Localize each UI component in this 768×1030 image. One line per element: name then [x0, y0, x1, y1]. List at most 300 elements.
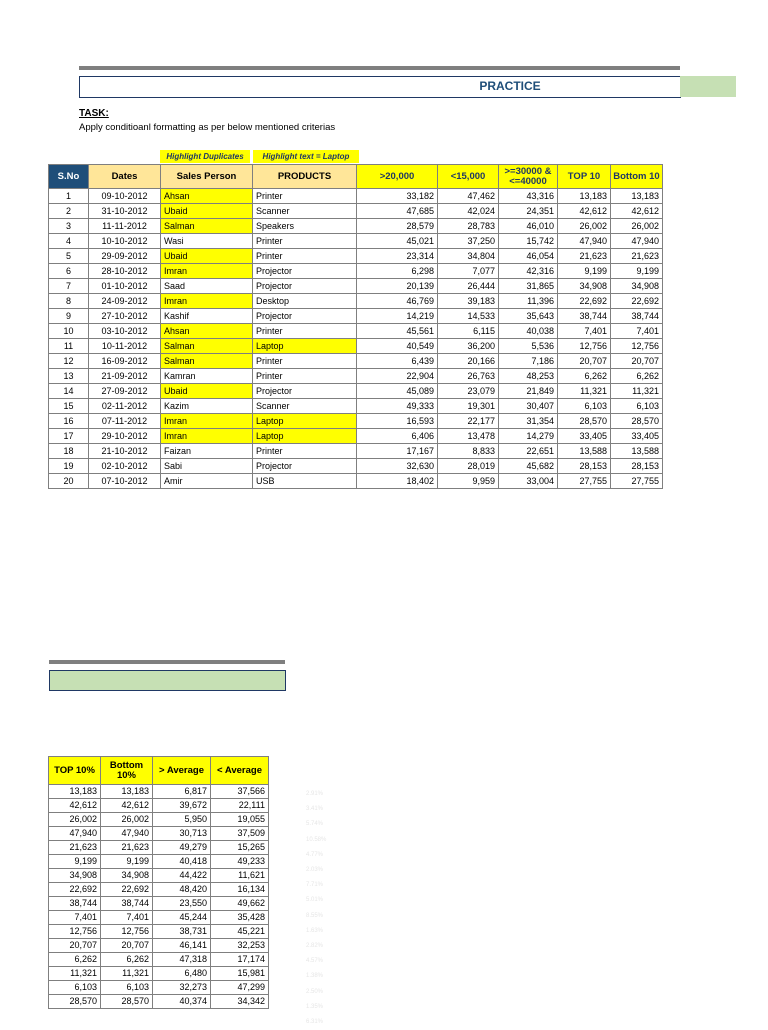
cell-above-average[interactable]: 49,279: [153, 841, 211, 855]
cell-top-10[interactable]: 47,940: [558, 234, 611, 249]
cell-sno[interactable]: 3: [49, 219, 89, 234]
faint-percent: 4.77%: [306, 851, 324, 858]
cell-top-10[interactable]: 28,570: [558, 414, 611, 429]
table-header-row: [49, 165, 663, 189]
percent-table: [48, 756, 269, 1009]
cell-bottom-10-percent[interactable]: 12,756: [101, 925, 153, 939]
cell-lt-15000[interactable]: 13,478: [438, 429, 499, 444]
cell-sno[interactable]: 6: [49, 264, 89, 279]
cell-top-10-percent[interactable]: 26,002: [49, 813, 101, 827]
cell-lt-15000[interactable]: 39,183: [438, 294, 499, 309]
cell-top-10[interactable]: 22,692: [558, 294, 611, 309]
cell-top-10[interactable]: 42,612: [558, 204, 611, 219]
cell-top-10-percent[interactable]: 38,744: [49, 897, 101, 911]
table-row: [49, 897, 269, 911]
table-row: [49, 981, 269, 995]
cell-gt-20000[interactable]: 6,298: [357, 264, 438, 279]
cell-product[interactable]: Printer: [253, 369, 357, 384]
cell-top-10[interactable]: 33,405: [558, 429, 611, 444]
cell-bottom-10-percent[interactable]: 7,401: [101, 911, 153, 925]
cell-below-average[interactable]: 49,233: [211, 855, 269, 869]
cell-sno[interactable]: 5: [49, 249, 89, 264]
cell-bottom-10-percent[interactable]: 47,940: [101, 827, 153, 841]
cell-above-average[interactable]: 40,418: [153, 855, 211, 869]
col-top-10-percent[interactable]: TOP 10%: [49, 757, 101, 785]
cell-below-average[interactable]: 37,509: [211, 827, 269, 841]
cell-bottom-10[interactable]: 11,321: [611, 384, 663, 399]
cell-top-10[interactable]: 28,153: [558, 459, 611, 474]
cell-sales-person[interactable]: Imran: [161, 264, 253, 279]
cell-gt-20000[interactable]: 23,314: [357, 249, 438, 264]
cell-range[interactable]: 46,010: [499, 219, 558, 234]
cell-lt-15000[interactable]: 19,301: [438, 399, 499, 414]
cell-range[interactable]: 15,742: [499, 234, 558, 249]
table-row: [49, 444, 663, 459]
cell-sales-person[interactable]: Ahsan: [161, 324, 253, 339]
cell-bottom-10[interactable]: 6,103: [611, 399, 663, 414]
cell-gt-20000[interactable]: 17,167: [357, 444, 438, 459]
cell-top-10[interactable]: 11,321: [558, 384, 611, 399]
cell-bottom-10-percent[interactable]: 21,623: [101, 841, 153, 855]
cell-date[interactable]: 29-09-2012: [89, 249, 161, 264]
cell-date[interactable]: 01-10-2012: [89, 279, 161, 294]
cell-bottom-10[interactable]: 7,401: [611, 324, 663, 339]
cell-range[interactable]: 48,253: [499, 369, 558, 384]
table-row: [49, 785, 269, 799]
cell-top-10[interactable]: 13,588: [558, 444, 611, 459]
cell-bottom-10-percent[interactable]: 28,570: [101, 995, 153, 1009]
faint-percent: 5.74%: [306, 821, 324, 828]
cell-sales-person[interactable]: Imran: [161, 414, 253, 429]
cell-above-average[interactable]: 39,672: [153, 799, 211, 813]
cell-sales-person[interactable]: Salman: [161, 339, 253, 354]
cell-gt-20000[interactable]: 32,630: [357, 459, 438, 474]
cell-top-10-percent[interactable]: 28,570: [49, 995, 101, 1009]
cell-sno[interactable]: 19: [49, 459, 89, 474]
cell-top-10-percent[interactable]: 21,623: [49, 841, 101, 855]
cell-top-10-percent[interactable]: 6,103: [49, 981, 101, 995]
cell-date[interactable]: 07-11-2012: [89, 414, 161, 429]
second-band: [49, 670, 286, 691]
cell-range[interactable]: 21,849: [499, 384, 558, 399]
cell-date[interactable]: 28-10-2012: [89, 264, 161, 279]
cell-product[interactable]: Desktop: [253, 294, 357, 309]
cell-sales-person[interactable]: Sabi: [161, 459, 253, 474]
cell-sno[interactable]: 11: [49, 339, 89, 354]
cell-product[interactable]: Printer: [253, 324, 357, 339]
table-row: [49, 219, 663, 234]
cell-top-10[interactable]: 6,262: [558, 369, 611, 384]
cell-above-average[interactable]: 6,817: [153, 785, 211, 799]
cell-above-average[interactable]: 23,550: [153, 897, 211, 911]
cell-lt-15000[interactable]: 8,833: [438, 444, 499, 459]
cell-gt-20000[interactable]: 14,219: [357, 309, 438, 324]
cell-lt-15000[interactable]: 28,783: [438, 219, 499, 234]
cell-sno[interactable]: 15: [49, 399, 89, 414]
cell-date[interactable]: 10-11-2012: [89, 339, 161, 354]
cell-lt-15000[interactable]: 9,959: [438, 474, 499, 489]
cell-product[interactable]: Projector: [253, 309, 357, 324]
table-row: [49, 911, 269, 925]
cell-below-average[interactable]: 47,299: [211, 981, 269, 995]
cell-below-average[interactable]: 37,566: [211, 785, 269, 799]
cell-above-average[interactable]: 30,713: [153, 827, 211, 841]
cell-sales-person[interactable]: Salman: [161, 219, 253, 234]
cell-sales-person[interactable]: Wasi: [161, 234, 253, 249]
cell-product[interactable]: Projector: [253, 384, 357, 399]
cell-bottom-10-percent[interactable]: 34,908: [101, 869, 153, 883]
cell-range[interactable]: 40,038: [499, 324, 558, 339]
cell-sno[interactable]: 13: [49, 369, 89, 384]
cell-bottom-10-percent[interactable]: 11,321: [101, 967, 153, 981]
cell-sales-person[interactable]: Imran: [161, 294, 253, 309]
cell-above-average[interactable]: 40,374: [153, 995, 211, 1009]
cell-range[interactable]: 45,682: [499, 459, 558, 474]
cell-gt-20000[interactable]: 6,406: [357, 429, 438, 444]
cell-top-10-percent[interactable]: 12,756: [49, 925, 101, 939]
cell-sales-person[interactable]: Kamran: [161, 369, 253, 384]
cell-range[interactable]: 31,354: [499, 414, 558, 429]
cell-bottom-10-percent[interactable]: 42,612: [101, 799, 153, 813]
cell-bottom-10[interactable]: 34,908: [611, 279, 663, 294]
cell-range[interactable]: 43,316: [499, 189, 558, 204]
col-products[interactable]: PRODUCTS: [253, 165, 357, 189]
cell-lt-15000[interactable]: 36,200: [438, 339, 499, 354]
cell-range[interactable]: 42,316: [499, 264, 558, 279]
faint-percent: 2.82%: [306, 943, 324, 949]
table-row: [49, 279, 663, 294]
cell-above-average[interactable]: 32,273: [153, 981, 211, 995]
cell-product[interactable]: Printer: [253, 354, 357, 369]
table-row: [49, 459, 663, 474]
cell-top-10[interactable]: 12,756: [558, 339, 611, 354]
cell-top-10[interactable]: 6,103: [558, 399, 611, 414]
cell-lt-15000[interactable]: 26,763: [438, 369, 499, 384]
faint-percent: 1.38%: [306, 973, 324, 980]
cell-date[interactable]: 11-11-2012: [89, 219, 161, 234]
col-bottom-10[interactable]: Bottom 10: [611, 165, 663, 189]
table-row: [49, 399, 663, 414]
cell-sales-person[interactable]: Saad: [161, 279, 253, 294]
cell-gt-20000[interactable]: 28,579: [357, 219, 438, 234]
cell-date[interactable]: 27-10-2012: [89, 309, 161, 324]
cell-sno[interactable]: 9: [49, 309, 89, 324]
cell-product[interactable]: Projector: [253, 459, 357, 474]
cell-top-10-percent[interactable]: 34,908: [49, 869, 101, 883]
table-row: [49, 799, 269, 813]
cell-lt-15000[interactable]: 42,024: [438, 204, 499, 219]
cell-sno[interactable]: 14: [49, 384, 89, 399]
cell-lt-15000[interactable]: 28,019: [438, 459, 499, 474]
cell-range[interactable]: 30,407: [499, 399, 558, 414]
cell-date[interactable]: 29-10-2012: [89, 429, 161, 444]
cell-gt-20000[interactable]: 46,769: [357, 294, 438, 309]
table-row: [49, 354, 663, 369]
cell-top-10-percent[interactable]: 22,692: [49, 883, 101, 897]
cell-product[interactable]: Printer: [253, 444, 357, 459]
cell-bottom-10[interactable]: 13,183: [611, 189, 663, 204]
cell-date[interactable]: 09-10-2012: [89, 189, 161, 204]
cell-below-average[interactable]: 35,428: [211, 911, 269, 925]
cell-top-10-percent[interactable]: 20,707: [49, 939, 101, 953]
cell-above-average[interactable]: 48,420: [153, 883, 211, 897]
cell-below-average[interactable]: 49,662: [211, 897, 269, 911]
cell-sno[interactable]: 16: [49, 414, 89, 429]
cell-sales-person[interactable]: Ahsan: [161, 189, 253, 204]
cell-top-10[interactable]: 20,707: [558, 354, 611, 369]
cell-sales-person[interactable]: Ubaid: [161, 384, 253, 399]
cell-sno[interactable]: 2: [49, 204, 89, 219]
cell-bottom-10[interactable]: 38,744: [611, 309, 663, 324]
table-row: [49, 429, 663, 444]
title-band: [79, 76, 681, 98]
cell-above-average[interactable]: 44,422: [153, 869, 211, 883]
table-row: [49, 813, 269, 827]
cell-range[interactable]: 24,351: [499, 204, 558, 219]
col-sno[interactable]: S.No: [49, 165, 89, 189]
cell-range[interactable]: 22,651: [499, 444, 558, 459]
cell-date[interactable]: 27-09-2012: [89, 384, 161, 399]
cell-gt-20000[interactable]: 45,089: [357, 384, 438, 399]
cell-below-average[interactable]: 45,221: [211, 925, 269, 939]
cell-bottom-10[interactable]: 27,755: [611, 474, 663, 489]
col-range[interactable]: >=30000 & <=40000: [499, 165, 558, 189]
table-row: [49, 939, 269, 953]
table-row: [49, 339, 663, 354]
cell-top-10[interactable]: 26,002: [558, 219, 611, 234]
table-row: [49, 967, 269, 981]
cell-above-average[interactable]: 46,141: [153, 939, 211, 953]
col-top-10[interactable]: TOP 10: [558, 165, 611, 189]
cell-below-average[interactable]: 17,174: [211, 953, 269, 967]
cell-bottom-10[interactable]: 28,153: [611, 459, 663, 474]
cell-range[interactable]: 35,643: [499, 309, 558, 324]
cell-sno[interactable]: 10: [49, 324, 89, 339]
hint-laptop: Highlight text = Laptop: [253, 150, 359, 163]
cell-range[interactable]: 7,186: [499, 354, 558, 369]
cell-below-average[interactable]: 22,111: [211, 799, 269, 813]
cell-below-average[interactable]: 16,134: [211, 883, 269, 897]
cell-range[interactable]: 33,004: [499, 474, 558, 489]
cell-top-10[interactable]: 13,183: [558, 189, 611, 204]
cell-bottom-10-percent[interactable]: 6,103: [101, 981, 153, 995]
cell-lt-15000[interactable]: 6,115: [438, 324, 499, 339]
cell-above-average[interactable]: 6,480: [153, 967, 211, 981]
cell-product[interactable]: Scanner: [253, 204, 357, 219]
col-lt-15000[interactable]: <15,000: [438, 165, 499, 189]
faint-percent: 10.58%: [306, 836, 327, 843]
cell-product[interactable]: Laptop: [253, 339, 357, 354]
cell-bottom-10[interactable]: 22,692: [611, 294, 663, 309]
cell-bottom-10-percent[interactable]: 26,002: [101, 813, 153, 827]
cell-product[interactable]: Laptop: [253, 429, 357, 444]
cell-gt-20000[interactable]: 47,685: [357, 204, 438, 219]
cell-product[interactable]: Printer: [253, 234, 357, 249]
cell-gt-20000[interactable]: 22,904: [357, 369, 438, 384]
cell-gt-20000[interactable]: 40,549: [357, 339, 438, 354]
cell-date[interactable]: 16-09-2012: [89, 354, 161, 369]
cell-top-10-percent[interactable]: 6,262: [49, 953, 101, 967]
cell-sno[interactable]: 12: [49, 354, 89, 369]
cell-gt-20000[interactable]: 6,439: [357, 354, 438, 369]
cell-top-10-percent[interactable]: 9,199: [49, 855, 101, 869]
cell-date[interactable]: 10-10-2012: [89, 234, 161, 249]
cell-date[interactable]: 31-10-2012: [89, 204, 161, 219]
cell-sno[interactable]: 7: [49, 279, 89, 294]
faint-percent: 1.35%: [306, 1003, 324, 1010]
cell-sno[interactable]: 18: [49, 444, 89, 459]
cell-bottom-10[interactable]: 33,405: [611, 429, 663, 444]
cell-top-10-percent[interactable]: 7,401: [49, 911, 101, 925]
table-row: [49, 869, 269, 883]
cell-date[interactable]: 21-09-2012: [89, 369, 161, 384]
col-dates[interactable]: Dates: [89, 165, 161, 189]
faint-percent: 8.55%: [306, 912, 324, 919]
cell-gt-20000[interactable]: 45,561: [357, 324, 438, 339]
cell-top-10[interactable]: 27,755: [558, 474, 611, 489]
cell-bottom-10[interactable]: 13,588: [611, 444, 663, 459]
cell-sales-person[interactable]: Faizan: [161, 444, 253, 459]
cell-date[interactable]: 24-09-2012: [89, 294, 161, 309]
table-row: [49, 309, 663, 324]
col-bottom-10-percent[interactable]: Bottom 10%: [101, 757, 153, 785]
cell-range[interactable]: 31,865: [499, 279, 558, 294]
cell-sales-person[interactable]: Kashif: [161, 309, 253, 324]
col-sales-person[interactable]: Sales Person: [161, 165, 253, 189]
cell-product[interactable]: Laptop: [253, 414, 357, 429]
cell-lt-15000[interactable]: 37,250: [438, 234, 499, 249]
cell-sno[interactable]: 20: [49, 474, 89, 489]
table-row: [49, 369, 663, 384]
cell-range[interactable]: 11,396: [499, 294, 558, 309]
cell-bottom-10-percent[interactable]: 20,707: [101, 939, 153, 953]
cell-date[interactable]: 02-10-2012: [89, 459, 161, 474]
cell-bottom-10-percent[interactable]: 22,692: [101, 883, 153, 897]
table-row: [49, 827, 269, 841]
cell-top-10-percent[interactable]: 47,940: [49, 827, 101, 841]
cell-top-10[interactable]: 7,401: [558, 324, 611, 339]
cell-bottom-10[interactable]: 42,612: [611, 204, 663, 219]
faint-percent: 2.03%: [306, 867, 324, 873]
table-row: [49, 324, 663, 339]
cell-date[interactable]: 07-10-2012: [89, 474, 161, 489]
cell-sales-person[interactable]: Salman: [161, 354, 253, 369]
cell-gt-20000[interactable]: 45,021: [357, 234, 438, 249]
cell-product[interactable]: Speakers: [253, 219, 357, 234]
cell-lt-15000[interactable]: 7,077: [438, 264, 499, 279]
cell-sno[interactable]: 17: [49, 429, 89, 444]
cell-below-average[interactable]: 32,253: [211, 939, 269, 953]
cell-below-average[interactable]: 15,981: [211, 967, 269, 981]
cell-sales-person[interactable]: Ubaid: [161, 204, 253, 219]
cell-bottom-10-percent[interactable]: 13,183: [101, 785, 153, 799]
faint-percent: 5.01%: [306, 897, 324, 904]
cell-bottom-10[interactable]: 21,623: [611, 249, 663, 264]
cell-range[interactable]: 5,536: [499, 339, 558, 354]
cell-range[interactable]: 46,054: [499, 249, 558, 264]
cell-sno[interactable]: 4: [49, 234, 89, 249]
cell-bottom-10-percent[interactable]: 6,262: [101, 953, 153, 967]
cell-sales-person[interactable]: Imran: [161, 429, 253, 444]
faint-percent: 1.63%: [306, 927, 324, 934]
cell-bottom-10[interactable]: 9,199: [611, 264, 663, 279]
cell-below-average[interactable]: 15,265: [211, 841, 269, 855]
cell-bottom-10[interactable]: 12,756: [611, 339, 663, 354]
cell-sno[interactable]: 1: [49, 189, 89, 204]
cell-below-average[interactable]: 34,342: [211, 995, 269, 1009]
cell-sales-person[interactable]: Kazim: [161, 399, 253, 414]
cell-lt-15000[interactable]: 47,462: [438, 189, 499, 204]
cell-below-average[interactable]: 19,055: [211, 813, 269, 827]
cell-bottom-10[interactable]: 26,002: [611, 219, 663, 234]
title-accent: [680, 76, 736, 97]
cell-lt-15000[interactable]: 20,166: [438, 354, 499, 369]
cell-sno[interactable]: 8: [49, 294, 89, 309]
cell-top-10[interactable]: 34,908: [558, 279, 611, 294]
faint-percent: 4.57%: [306, 958, 324, 965]
cell-product[interactable]: USB: [253, 474, 357, 489]
cell-product[interactable]: Printer: [253, 189, 357, 204]
cell-range[interactable]: 14,279: [499, 429, 558, 444]
cell-bottom-10-percent[interactable]: 9,199: [101, 855, 153, 869]
cell-gt-20000[interactable]: 18,402: [357, 474, 438, 489]
cell-lt-15000[interactable]: 34,804: [438, 249, 499, 264]
col-gt-20000[interactable]: >20,000: [357, 165, 438, 189]
cell-bottom-10-percent[interactable]: 38,744: [101, 897, 153, 911]
cell-date[interactable]: 21-10-2012: [89, 444, 161, 459]
cell-gt-20000[interactable]: 16,593: [357, 414, 438, 429]
cell-lt-15000[interactable]: 22,177: [438, 414, 499, 429]
cell-lt-15000[interactable]: 26,444: [438, 279, 499, 294]
cell-gt-20000[interactable]: 49,333: [357, 399, 438, 414]
cell-sales-person[interactable]: Amir: [161, 474, 253, 489]
cell-bottom-10[interactable]: 28,570: [611, 414, 663, 429]
cell-above-average[interactable]: 45,244: [153, 911, 211, 925]
cell-below-average[interactable]: 11,621: [211, 869, 269, 883]
cell-top-10-percent[interactable]: 11,321: [49, 967, 101, 981]
cell-above-average[interactable]: 5,950: [153, 813, 211, 827]
cell-lt-15000[interactable]: 23,079: [438, 384, 499, 399]
task-description: Apply conditioanl formatting as per below mentioned criterias: [79, 122, 336, 133]
cell-top-10[interactable]: 9,199: [558, 264, 611, 279]
table-row: [49, 414, 663, 429]
cell-product[interactable]: Scanner: [253, 399, 357, 414]
cell-bottom-10[interactable]: 20,707: [611, 354, 663, 369]
cell-gt-20000[interactable]: 20,139: [357, 279, 438, 294]
cell-bottom-10[interactable]: 6,262: [611, 369, 663, 384]
table-row: [49, 384, 663, 399]
cell-top-10-percent[interactable]: 13,183: [49, 785, 101, 799]
cell-above-average[interactable]: 47,318: [153, 953, 211, 967]
cell-date[interactable]: 03-10-2012: [89, 324, 161, 339]
col-above-average[interactable]: > Average: [153, 757, 211, 785]
table-row: [49, 474, 663, 489]
col-below-average[interactable]: < Average: [211, 757, 269, 785]
cell-above-average[interactable]: 38,731: [153, 925, 211, 939]
cell-lt-15000[interactable]: 14,533: [438, 309, 499, 324]
cell-gt-20000[interactable]: 33,182: [357, 189, 438, 204]
table-row: [49, 234, 663, 249]
cell-top-10[interactable]: 21,623: [558, 249, 611, 264]
cell-date[interactable]: 02-11-2012: [89, 399, 161, 414]
cell-top-10[interactable]: 38,744: [558, 309, 611, 324]
cell-product[interactable]: Projector: [253, 279, 357, 294]
cell-sales-person[interactable]: Ubaid: [161, 249, 253, 264]
cell-product[interactable]: Printer: [253, 249, 357, 264]
cell-top-10-percent[interactable]: 42,612: [49, 799, 101, 813]
cell-bottom-10[interactable]: 47,940: [611, 234, 663, 249]
cell-product[interactable]: Projector: [253, 264, 357, 279]
